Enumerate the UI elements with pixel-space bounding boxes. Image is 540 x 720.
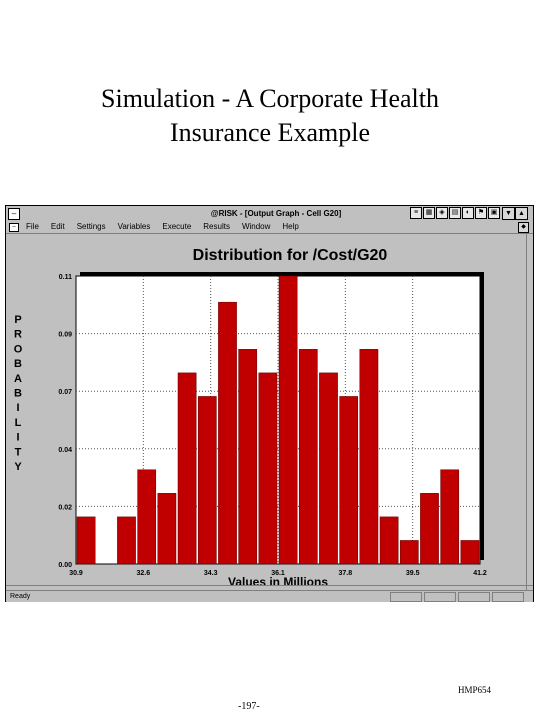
tool-icon-3[interactable]: ◈ (436, 207, 448, 219)
histogram-bar (138, 470, 156, 564)
y-tick-label: 0.02 (58, 504, 72, 512)
histogram-bar (218, 302, 236, 564)
x-tick-label: 30.9 (69, 570, 83, 577)
status-cell (492, 592, 524, 602)
status-bar (6, 590, 533, 602)
histogram-bar (198, 396, 216, 564)
x-tick-label: 41.2 (473, 570, 487, 577)
y-axis-label-letter: Y (14, 461, 22, 473)
footer-code: HMP654 (458, 685, 492, 695)
slide-title (0, 82, 540, 150)
slide-title-line-1: Simulation - A Corporate Health (101, 84, 439, 113)
status-cell (458, 592, 490, 602)
x-tick-label: 32.6 (136, 570, 151, 577)
y-axis-label-letter: R (14, 328, 22, 341)
x-tick-label: 39.5 (405, 570, 420, 577)
status-cell (390, 592, 422, 602)
vertical-scrollbar[interactable] (526, 234, 533, 590)
histogram-bar (158, 493, 176, 564)
system-menu-icon[interactable]: – (8, 208, 20, 220)
menu-edit[interactable]: Edit (50, 222, 65, 231)
y-tick-label: 0.09 (58, 331, 72, 339)
menu-results[interactable]: Results (203, 222, 230, 231)
x-tick-label: 34.3 (203, 570, 218, 577)
histogram-bar (117, 517, 135, 564)
slide-title-line-2: Insurance Example (170, 118, 370, 147)
y-axis-label-letter: B (14, 387, 22, 400)
restore-button[interactable]: ◆ (518, 222, 529, 233)
menu-variables[interactable]: Variables (117, 222, 151, 231)
histogram-bar (319, 373, 337, 564)
y-tick-label: 0.00 (58, 562, 72, 569)
distribution-chart (6, 234, 527, 586)
tool-icon-5[interactable]: ◐ (462, 207, 474, 219)
histogram-bar (420, 493, 438, 564)
window-title: @RISK - [Output Graph - Cell G20] (210, 209, 342, 218)
graph-icon[interactable]: ▦ (423, 207, 435, 219)
menu-settings[interactable]: Settings (76, 222, 106, 231)
menu-items (26, 221, 299, 233)
document-menu-icon[interactable]: – (9, 223, 19, 232)
menu-file[interactable]: File (26, 222, 39, 231)
tool-icon-1[interactable]: ≡ (410, 207, 422, 219)
histogram-bar (380, 517, 398, 564)
page-number: -197- (238, 701, 260, 712)
y-axis-label-letter: A (14, 372, 22, 385)
y-axis-label-letter: I (16, 402, 20, 415)
graph-client-area (6, 234, 533, 590)
y-tick-label: 0.07 (58, 389, 72, 397)
chart-title: Distribution for /Cost/G20 (192, 247, 388, 264)
x-tick-label: 36.1 (271, 570, 285, 577)
menu-execute[interactable]: Execute (162, 222, 192, 231)
minimize-button[interactable]: ▼ (502, 207, 515, 220)
y-axis-label-letter: B (14, 358, 22, 371)
histogram-bar (279, 276, 297, 564)
x-tick-label: 37.8 (338, 570, 353, 577)
status-cells (390, 592, 524, 602)
menu-window[interactable]: Window (241, 222, 271, 231)
histogram-bar (239, 349, 257, 564)
y-axis-label-letter: O (13, 343, 23, 356)
histogram-bar (259, 373, 277, 564)
histogram-bar (77, 517, 95, 564)
histogram-bar (360, 349, 378, 564)
menu-help[interactable]: Help (282, 222, 299, 231)
tool-icon-4[interactable]: ▤ (449, 207, 461, 219)
y-axis-label-letter: P (14, 314, 22, 326)
histogram-bar (461, 540, 479, 564)
histogram-bar (340, 396, 358, 564)
histogram-bar (299, 349, 317, 564)
risk-app-window (5, 205, 534, 602)
tool-icon-7[interactable]: ▣ (488, 207, 500, 219)
status-text: Ready (10, 593, 31, 600)
y-axis-label-letter: L (14, 416, 22, 429)
x-axis-label: Values in Millions (227, 575, 329, 586)
y-axis-label-letter: T (14, 446, 22, 459)
tool-icon-6[interactable]: ⚑ (475, 207, 487, 219)
y-axis-label-letter: I (16, 431, 20, 444)
histogram-bar (178, 373, 196, 564)
histogram-bar (400, 540, 418, 564)
y-tick-label: 0.04 (58, 446, 72, 454)
status-cell (424, 592, 456, 602)
title-toolbar (410, 207, 500, 220)
menu-bar (6, 221, 533, 234)
y-tick-label: 0.11 (58, 274, 72, 281)
histogram-bar (441, 470, 459, 564)
window-titlebar[interactable] (6, 206, 533, 222)
maximize-button[interactable]: ▲ (515, 207, 528, 220)
